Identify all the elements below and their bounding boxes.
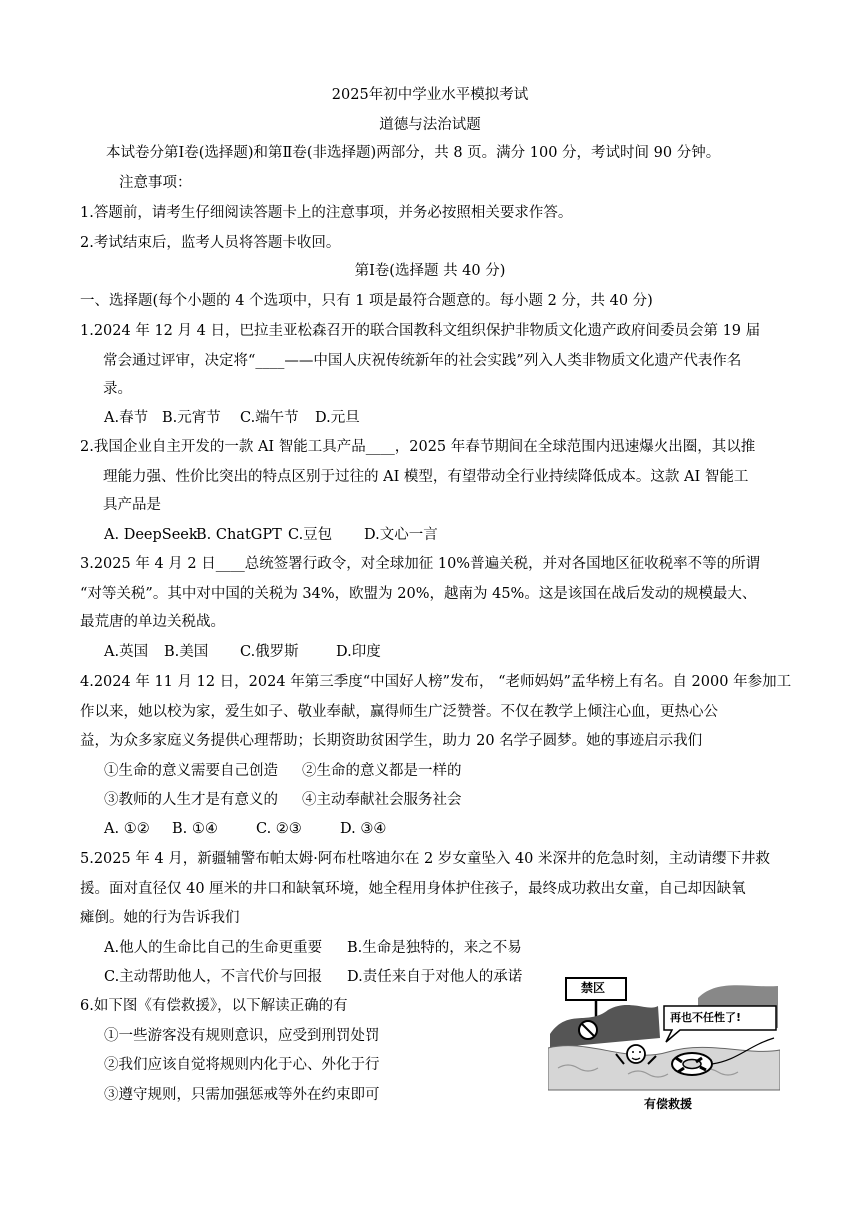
rescue-cartoon — [548, 968, 780, 1114]
question-4-option-c[interactable]: C. ②③ — [256, 821, 302, 837]
question-4-line: 作以来，她以校为家，爱生如子、敬业奉献，赢得师生广泛赞誉。不仅在教学上倾注心血，更热心公 — [80, 704, 718, 720]
question-2-option-c[interactable]: C.豆包 — [288, 527, 333, 543]
question-5-option-d[interactable]: D.责任来自于对他人的承诺 — [347, 969, 523, 985]
question-1-line: 常会通过评审，决定将“____——中国人庆祝传统新年的社会实践”列入人类非物质文化遗产代表作名 — [103, 353, 742, 369]
section-instruction: 一、选择题(每个小题的 4 个选项中，只有 1 项是最符合题意的。每小题 2 分，共 40 分) — [80, 293, 653, 309]
question-3-option-d[interactable]: D.印度 — [336, 644, 381, 660]
question-4-option-b[interactable]: B. ①④ — [172, 821, 218, 837]
question-4-line: 益，为众多家庭义务提供心理帮助；长期资助贫困学生，助力 20 名学子圆梦。她的事迹启示我们 — [80, 733, 703, 749]
question-4-statement: ①生命的意义需要自己创造 — [104, 763, 278, 779]
question-4-statement: ③教师的人生才是有意义的 — [104, 792, 278, 808]
question-6-line: 6.如下图《有偿救援》，以下解读正确的有 — [80, 998, 348, 1014]
question-2-line: 具产品是 — [103, 497, 161, 513]
question-3-option-a[interactable]: A.英国 — [104, 644, 149, 660]
question-1-option-d[interactable]: D.元旦 — [315, 410, 360, 426]
question-5-option-b[interactable]: B.生命是独特的，来之不易 — [347, 940, 522, 956]
question-5-option-a[interactable]: A.他人的生命比自己的生命更重要 — [104, 940, 323, 956]
exam-description: 本试卷分第Ⅰ卷(选择题)和第Ⅱ卷(非选择题)两部分，共 8 页。满分 100 分，考试时间 90 分钟。 — [106, 145, 721, 161]
sign-text: 禁区 — [581, 981, 606, 995]
question-3-option-b[interactable]: B.美国 — [164, 644, 209, 660]
question-4-option-d[interactable]: D. ③④ — [340, 821, 387, 837]
question-1-line: 1.2024 年 12 月 4 日，巴拉圭亚松森召开的联合国教科文组织保护非物质文化遗产政府间委员会第 19 届 — [80, 323, 761, 339]
question-1-option-c[interactable]: C.端午节 — [240, 410, 299, 426]
section-title: 第Ⅰ卷(选择题 共 40 分) — [354, 263, 506, 279]
question-6-statement: ①一些游客没有规则意识，应受到刑罚处罚 — [104, 1028, 380, 1044]
question-3-option-c[interactable]: C.俄罗斯 — [240, 644, 299, 660]
question-2-option-d[interactable]: D.文心一言 — [364, 527, 438, 543]
question-2-line: 理能力强、性价比突出的特点区别于过往的 AI 模型，有望带动全行业持续降低成本。这款 AI 智能工 — [103, 469, 749, 485]
question-4-option-a[interactable]: A. ①② — [104, 821, 150, 837]
question-3-line: 3.2025 年 4 月 2 日____总统签署行政令，对全球加征 10%普遍关税，并对各国地区征收税率不等的所谓 — [80, 556, 761, 572]
question-2-option-b[interactable]: B. ChatGPT — [196, 527, 282, 543]
subject-title: 道德与法治试题 — [379, 117, 481, 133]
notice-item: 1.答题前，请考生仔细阅读答题卡上的注意事项，并务必按照相关要求作答。 — [80, 205, 573, 221]
question-1-option-a[interactable]: A.春节 — [104, 410, 149, 426]
question-5-line: 援。面对直径仅 40 厘米的井口和缺氧环境，她全程用身体护住孩子，最终成功救出女童，自己却因缺氧 — [80, 881, 746, 897]
question-2-line: 2.我国企业自主开发的一款 AI 智能工具产品____，2025 年春节期间在全球范围内迅速爆火出圈，其以推 — [80, 439, 756, 455]
question-6-statement: ②我们应该自觉将规则内化于心、外化于行 — [104, 1057, 380, 1073]
question-1-option-b[interactable]: B.元宵节 — [162, 410, 221, 426]
question-5-option-c[interactable]: C.主动帮助他人，不言代价与回报 — [104, 969, 323, 985]
exam-title: 2025年初中学业水平模拟考试 — [331, 87, 529, 103]
notice-heading: 注意事项： — [119, 175, 192, 191]
question-5-line: 5.2025 年 4 月，新疆辅警布帕太姆·阿布杜喀迪尔在 2 岁女童坠入 40 米深井的危急时刻，主动请缨下井救 — [80, 851, 771, 867]
speech-bubble-text: 再也不任性了! — [670, 1011, 742, 1024]
notice-item: 2.考试结束后，监考人员将答题卡收回。 — [80, 235, 341, 251]
question-3-line: “对等关税”。其中对中国的关税为 34%，欧盟为 20%，越南为 45%。这是该国在战后发动的规模最大、 — [80, 586, 757, 602]
question-1-line: 录。 — [103, 381, 132, 397]
question-3-line: 最荒唐的单边关税战。 — [80, 614, 225, 630]
question-2-option-a[interactable]: A. DeepSeek — [104, 527, 198, 543]
question-4-line: 4.2024 年 11 月 12 日，2024 年第三季度“中国好人榜”发布， “老师妈妈”孟华榜上有名。自 2000 年参加工 — [80, 674, 792, 690]
question-4-statement: ④主动奉献社会服务社会 — [302, 792, 462, 808]
question-4-statement: ②生命的意义都是一样的 — [302, 763, 462, 779]
question-5-line: 瘫倒。她的行为告诉我们 — [80, 910, 240, 926]
cartoon-caption: 有偿救援 — [644, 1097, 693, 1111]
question-6-statement: ③遵守规则，只需加强惩戒等外在约束即可 — [104, 1087, 380, 1103]
